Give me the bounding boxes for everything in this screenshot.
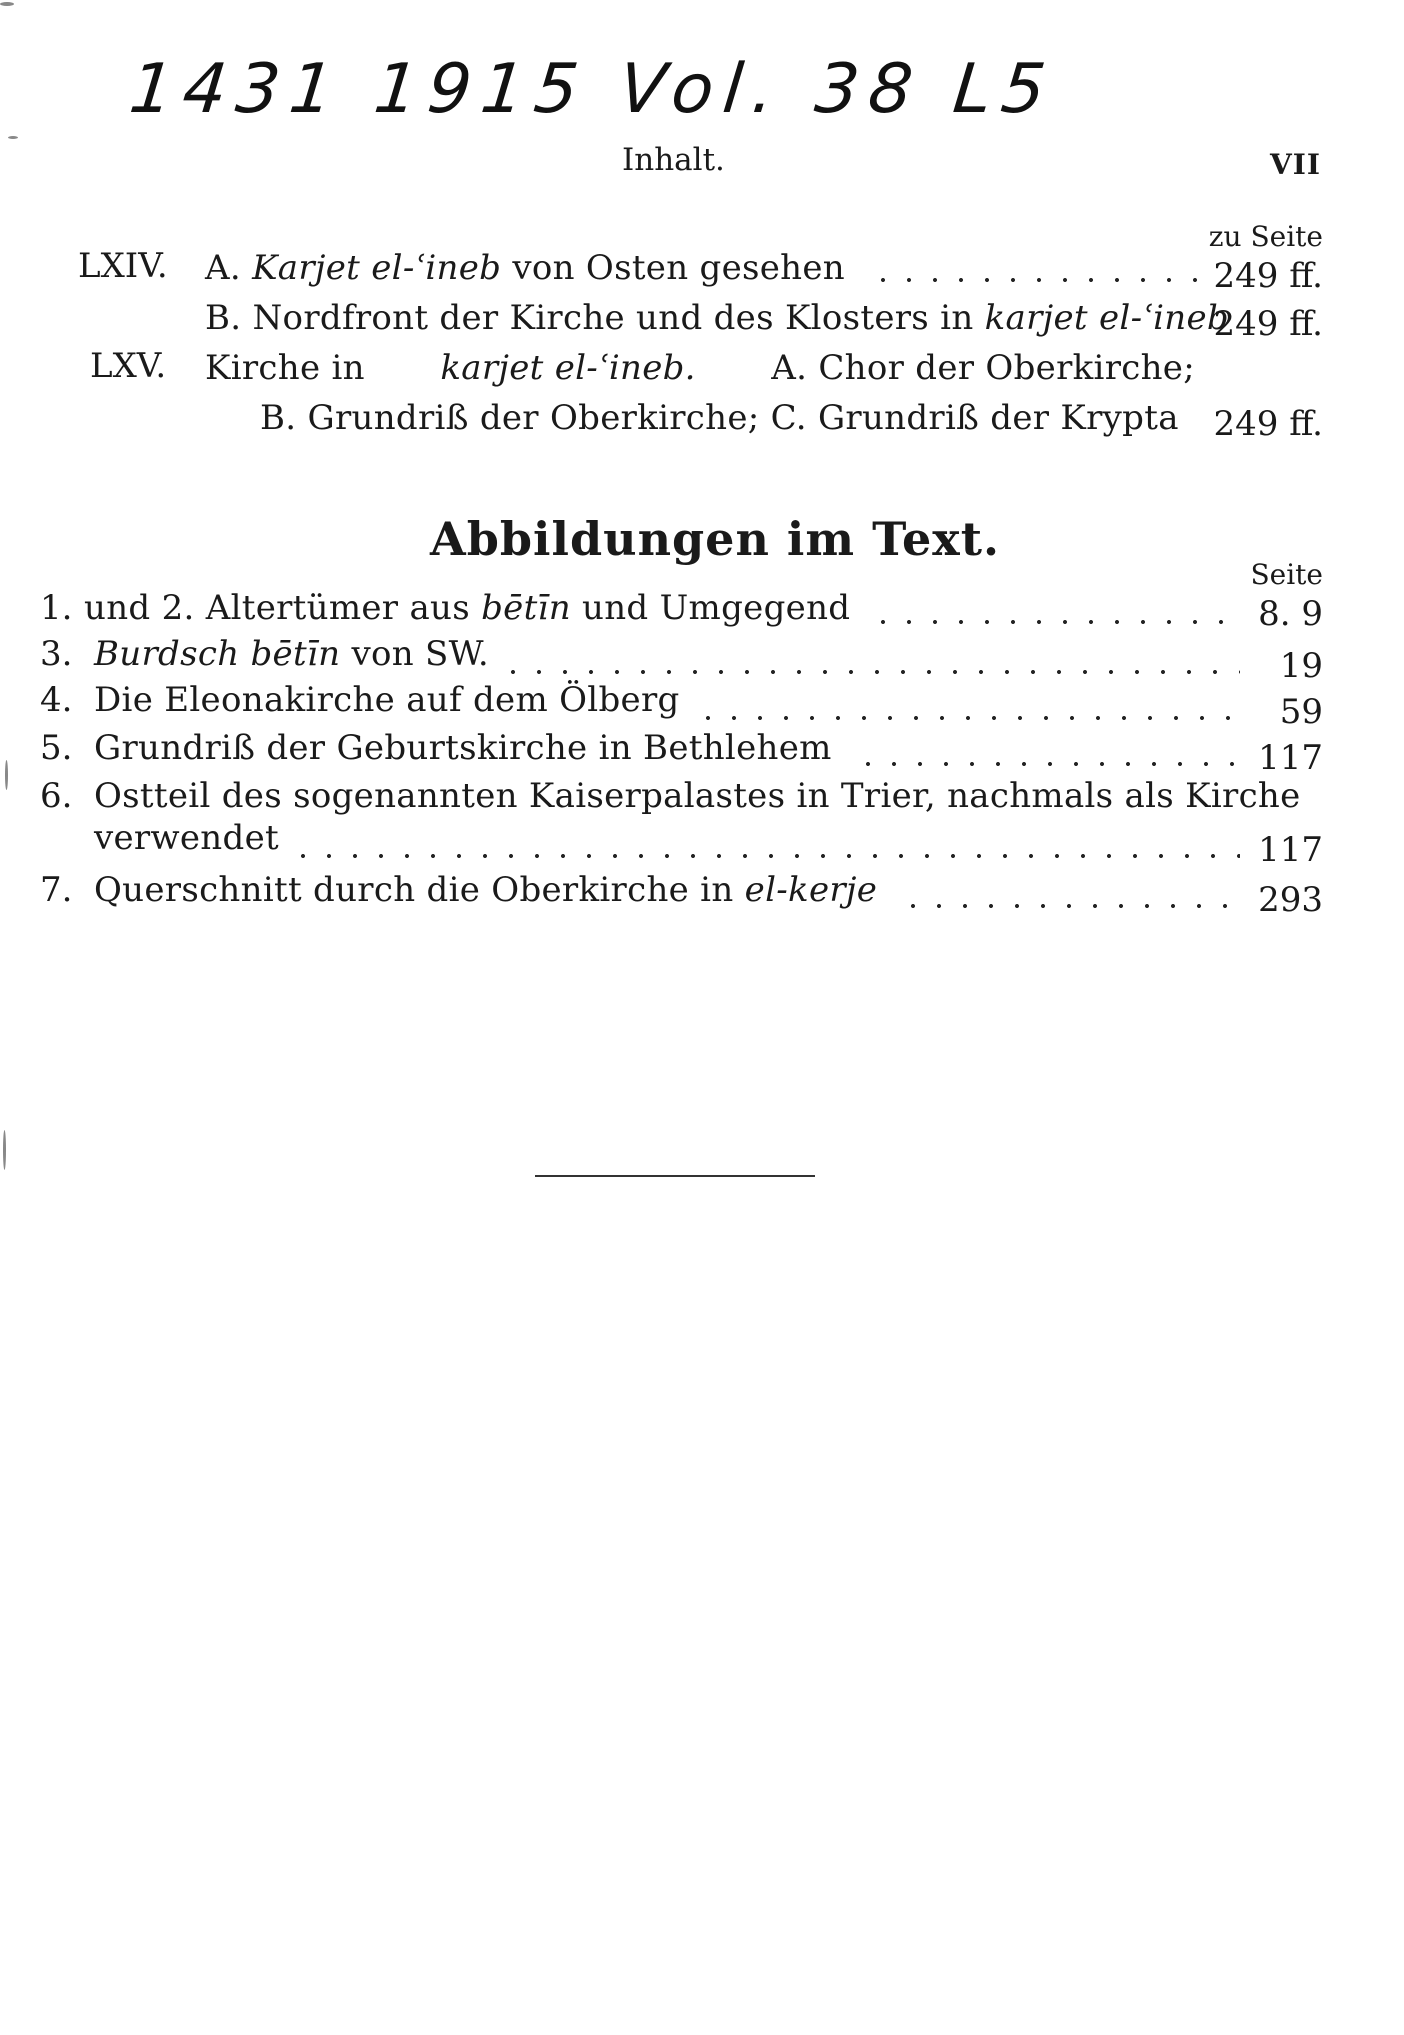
plate-entry-title [205,348,1195,388]
figure-entry-title: Grundriß der Geburtskirche in Bethlehem [94,728,832,768]
dot-leader [695,714,1240,722]
scan-mark [8,136,18,139]
figure-entry-title [94,870,877,910]
section-title: Abbildungen im Text. [430,512,1000,566]
figure-number: 1. [40,588,73,628]
plate-entry-title [205,248,845,288]
figure-page-ref: 117 [1258,830,1323,870]
plate-entry-italic: karjet el-ʿineb. [440,348,696,388]
figure-page-ref: 19 [1279,646,1323,686]
figure-entry-italic: bētīn [481,588,571,628]
plate-number: LXV. [90,346,167,386]
handwritten-call-number: 1431 1915 Vol. 38 L5 [125,50,1060,129]
dot-leader [855,760,1240,768]
plate-entry-title [205,298,1229,338]
figure-number: 3. [40,634,73,674]
plate-entry-italic: karjet el-ʿineb [984,298,1229,338]
plate-entry-prefix: B. Nordfront der Kirche und des Klosters in [205,298,974,338]
figure-number: 5. [40,728,73,768]
dot-leader [500,668,1240,676]
figure-number: 6. [40,776,73,816]
plate-entry-suffix: von Osten gesehen [512,248,845,288]
figure-entry-prefix: Querschnitt durch die Oberkirche in [94,870,734,910]
plate-page-ref: 249 ff. [1213,304,1323,344]
figure-page-ref: 59 [1279,692,1323,732]
dot-leader [870,618,1240,626]
figure-entry-title [94,634,489,674]
scan-mark [3,1130,6,1170]
scan-mark [0,2,14,6]
plate-entry-prefix: A. [205,248,241,288]
plates-column-heading: zu Seite [1208,220,1323,253]
figure-entry-suffix: und Umgegend [582,588,851,628]
figures-column-heading: Seite [1250,558,1323,591]
figure-entry-continuation: verwendet [94,818,279,858]
plate-entry-italic: Karjet el-ʿineb [252,248,502,288]
dot-leader [900,902,1240,910]
plate-entry-prefix: Kirche in [205,348,365,388]
scan-mark [5,760,8,790]
figure-page-ref: 293 [1258,880,1323,920]
figure-entry-title [84,588,850,628]
figure-entry-italic: el-kerje [744,870,878,910]
figure-entry-italic: Burdsch bētīn [94,634,341,674]
plate-number: LXIV. [78,246,168,286]
page-number: VII [1270,148,1321,181]
end-rule [535,1175,815,1177]
figure-entry-title: Ostteil des sogenannten Kaiserpalastes in Trier, nachmals als Kirche [94,776,1301,816]
dot-leader [290,852,1240,860]
figure-page-ref: 8. 9 [1258,594,1323,634]
figure-entry-title: Die Eleonakirche auf dem Ölberg [94,680,680,720]
plate-page-ref: 249 ff. [1213,404,1323,444]
running-head: Inhalt. [622,142,725,178]
plate-entry-suffix: A. Chor der Oberkirche; [771,348,1195,388]
figure-entry-prefix: und 2. Altertümer aus [84,588,470,628]
dot-leader [870,276,1200,284]
figure-entry-suffix: von SW. [351,634,490,674]
figure-number: 7. [40,870,73,910]
figure-page-ref: 117 [1258,738,1323,778]
figure-number: 4. [40,680,73,720]
plate-entry-continuation: B. Grundriß der Oberkirche; C. Grundriß der Krypta [260,398,1179,438]
plate-page-ref: 249 ff. [1213,256,1323,296]
